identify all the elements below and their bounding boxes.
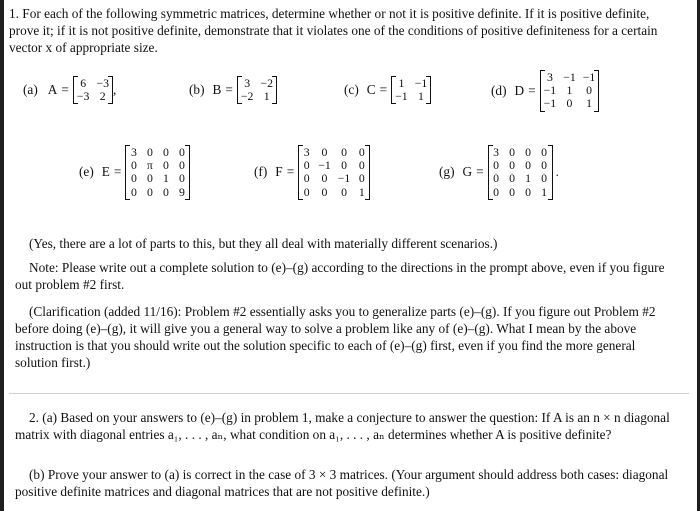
matrix-g-cell: 0 <box>509 145 516 159</box>
part-b-label: (b) <box>189 82 205 98</box>
matrix-e-cell: 0 <box>130 158 137 173</box>
part-d: (d) D = 3 −1 −1 −1 1 0 −1 0 1 <box>491 70 599 112</box>
matrix-g-cell: 3 <box>493 145 500 159</box>
matrix-d-cell: 1 <box>566 83 573 98</box>
part-c-label: (c) <box>344 82 359 98</box>
matrix-g-cell: 1 <box>525 171 532 186</box>
matrix-a-cell: −3 <box>96 76 109 90</box>
matrix-f-cell: 0 <box>321 145 328 159</box>
matrix-g-cell: 0 <box>541 145 548 159</box>
matrix-b-cell: −2 <box>260 76 274 90</box>
part-g-sep: . <box>555 164 559 180</box>
matrix-f-cell: −1 <box>337 171 351 186</box>
matrix-e-cell: 3 <box>130 145 137 159</box>
matrix-d-cell: −1 <box>543 96 557 111</box>
matrix-e-cell: 0 <box>178 171 185 186</box>
matrix-d-grid <box>544 71 596 111</box>
matrix-g-cell: 1 <box>541 184 548 199</box>
matrix-f-cell: 3 <box>303 145 310 159</box>
matrix-d-cell: −1 <box>582 70 596 84</box>
part-f-var: F <box>275 164 283 180</box>
matrix-g-cell: 0 <box>493 184 500 199</box>
part-c-var: C <box>366 82 376 98</box>
matrix-g-cell: 0 <box>509 158 516 173</box>
matrix-e-cell: 0 <box>130 171 137 186</box>
note-lots-of-parts: (Yes, there are a lot of parts to this, but they all deal with materially different scenarios.) <box>29 236 498 251</box>
matrix-f-cell: 0 <box>303 158 310 173</box>
matrix-e-cell: 0 <box>162 158 169 173</box>
matrix-f-cell: 0 <box>358 145 365 159</box>
matrix-d-cell: −1 <box>563 70 576 84</box>
matrix-f-cell: 0 <box>341 145 347 159</box>
problem2-part-a: 2. (a) Based on your answers to (e)–(g) in problem 1, make a conjecture to answer the question: If A is an n × n diagonal matrix with diagonal entries a₁, . . . , aₙ, what condition on a₁, . . . , aₙ determines whether A is positive definite? <box>15 410 670 442</box>
matrix-e-cell: 0 <box>162 145 169 159</box>
problem1-intro: 1. For each of the following symmetric matrices, determine whether or not it is positive definite. If it is positive definite, prove it; if it is not positive definite, demonstrate that it violates one of the conditions of positive definiteness for a certain vector x of appropriate size. <box>9 6 658 55</box>
matrix-g-cell: 0 <box>509 171 516 186</box>
note-write-solution: Note: Please write out a complete solution to (e)–(g) according to the directions in the prompt above, even if you figure out problem #2 first. <box>15 260 665 292</box>
part-a-sep: , <box>113 82 117 98</box>
matrix-c-grid <box>395 77 427 103</box>
matrix-a-cell: 6 <box>80 76 87 90</box>
section-divider <box>9 393 689 394</box>
matrix-g-cell: 0 <box>525 145 532 159</box>
matrix-g-cell: 0 <box>493 158 500 173</box>
matrix-f-grid <box>302 146 366 199</box>
matrix-b-cell: 1 <box>263 89 270 104</box>
matrix-d-cell: 0 <box>566 96 573 111</box>
part-b-var: B <box>212 82 222 98</box>
matrix-f-cell: 0 <box>358 158 365 173</box>
matrix-g-cell: 0 <box>541 171 548 186</box>
matrix-e-cell: π <box>146 158 153 173</box>
matrix-g <box>488 145 553 200</box>
matrix-f-cell: 0 <box>303 171 310 186</box>
matrix-f-cell: 0 <box>321 184 328 199</box>
matrix-d-cell: 3 <box>546 70 553 84</box>
part-a: (a) A = 6 −3 −3 2 , <box>23 76 117 104</box>
part-g: (g) G = 3 0 0 0 0 0 0 0 0 0 1 0 0 0 0 1 . <box>439 145 559 199</box>
matrix-a-cell: 2 <box>99 89 106 104</box>
matrix-e-cell: 0 <box>178 158 185 173</box>
matrix-g-cell: 0 <box>509 184 516 199</box>
matrix-f-cell: 0 <box>341 158 347 173</box>
matrix-f-cell: −1 <box>318 158 331 173</box>
matrix-f-cell: 0 <box>358 171 365 186</box>
matrix-b-grid <box>241 77 273 103</box>
matrix-e-cell: 0 <box>162 184 169 199</box>
left-frame-edge <box>0 0 4 511</box>
part-e-label: (e) <box>79 164 94 180</box>
part-g-label: (g) <box>439 164 455 180</box>
matrix-c <box>391 76 431 104</box>
part-a-label: (a) <box>23 82 38 98</box>
matrix-d-cell: −1 <box>543 83 557 98</box>
matrix-d-cell: 1 <box>586 96 592 111</box>
matrix-c-cell: −1 <box>395 89 408 104</box>
part-c: (c) C = 1 −1 −1 1 <box>344 76 431 104</box>
matrix-g-grid <box>492 146 549 199</box>
matrix-e-cell: 0 <box>146 145 153 159</box>
matrix-e-grid <box>129 146 186 199</box>
part-e-var: E <box>101 164 110 180</box>
matrix-g-cell: 0 <box>525 184 532 199</box>
part-d-var: D <box>514 82 525 98</box>
matrix-a <box>73 76 113 104</box>
matrix-b-cell: −2 <box>240 89 254 104</box>
matrix-c-cell: 1 <box>418 89 424 104</box>
matrix-d-cell: 0 <box>586 83 592 98</box>
matrix-e-cell: 0 <box>146 171 153 186</box>
matrix-g-cell: 0 <box>493 171 500 186</box>
part-e: (e) E = 3 0 0 0 0 π 0 0 0 0 1 0 0 0 0 9 <box>79 145 190 200</box>
part-d-label: (d) <box>491 82 507 98</box>
matrix-f-cell: 0 <box>303 184 310 199</box>
matrix-c-cell: 1 <box>398 76 405 90</box>
matrix-f-cell: 0 <box>341 184 347 199</box>
matrix-f-cell: 1 <box>358 184 365 199</box>
part-b: (b) B = 3 −2 −2 1 <box>189 76 277 104</box>
worksheet-page <box>9 0 689 511</box>
matrix-b <box>237 76 277 104</box>
clarification-note: (Clarification (added 11/16): Problem #2 essentially asks you to generalize parts (e)–(g). If you figure out Problem #2 before doing (e)–(g), it will give you a general way to solve a problem like any of (e)–(g). What I mean by the above instruction is that you should write out the solution specific to each of (e)–(g) first, even if you find the more general solution first.) <box>15 304 656 370</box>
part-g-var: G <box>462 164 473 180</box>
part-f-label: (f) <box>254 164 268 180</box>
part-f: (f) F = 3 0 0 0 0 −1 0 0 0 0 −1 0 0 0 0 1 <box>254 145 370 200</box>
matrix-b-cell: 3 <box>244 76 251 90</box>
matrix-f <box>298 145 370 200</box>
problem2-part-b: (b) Prove your answer to (a) is correct in the case of 3 × 3 matrices. (Your argument should address both cases: diagonal positive definite matrices and diagonal matrices that are not positive definite.) <box>15 467 669 499</box>
matrix-d <box>540 70 600 112</box>
matrix-e-cell: 9 <box>178 184 185 199</box>
matrix-f-cell: 0 <box>321 171 328 186</box>
matrix-e <box>125 145 190 200</box>
matrix-a-cell: −3 <box>76 89 90 104</box>
matrix-e-cell: 0 <box>178 145 185 159</box>
matrix-g-cell: 0 <box>541 158 548 173</box>
matrix-a-grid <box>77 77 109 103</box>
part-a-var: A <box>47 82 58 98</box>
matrix-g-cell: 0 <box>525 158 532 173</box>
matrix-e-cell: 0 <box>130 184 137 199</box>
matrix-c-cell: −1 <box>414 76 428 90</box>
matrix-e-cell: 1 <box>162 171 169 186</box>
matrix-e-cell: 0 <box>146 184 153 199</box>
